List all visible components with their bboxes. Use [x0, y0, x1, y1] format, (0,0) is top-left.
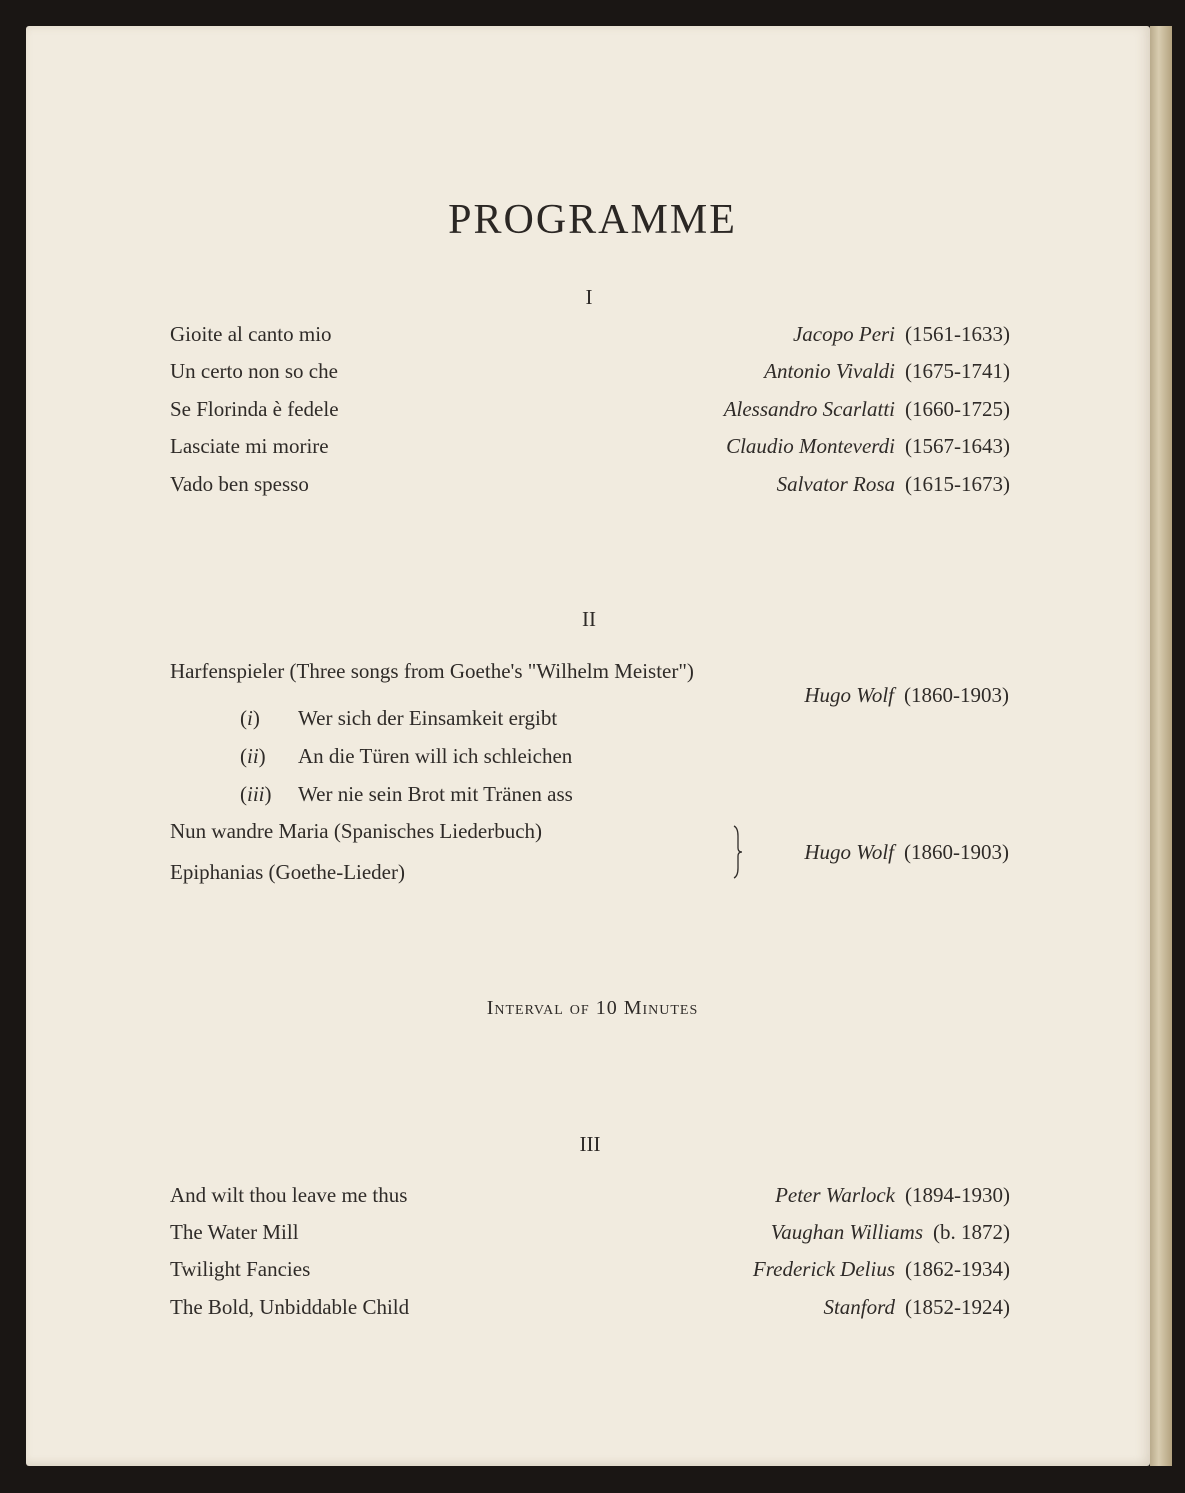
- programme-item: [170, 1220, 1010, 1250]
- section-numeral-iii: III: [579, 1132, 601, 1156]
- composer-dates: (1852-1924): [905, 1295, 1010, 1319]
- song-title: Se Florinda è fedele: [170, 397, 339, 421]
- song-cycle-title: Harfenspieler (Three songs from Goethe's "Wilhelm Meister"): [170, 659, 694, 683]
- programme-item: [170, 359, 1010, 389]
- composer-name: Alessandro Scarlatti: [723, 397, 896, 421]
- programme-item: [170, 1183, 1010, 1213]
- composer-dates: (1675-1741): [905, 359, 1010, 383]
- composer-dates: (1615-1673): [905, 472, 1010, 496]
- song-title: The Water Mill: [170, 1220, 299, 1244]
- programme-item: [170, 1257, 1010, 1287]
- song-title: Gioite al canto mio: [170, 322, 332, 346]
- composer-name: Antonio Vivaldi: [764, 359, 896, 383]
- composer-name: Vaughan Williams: [770, 1220, 923, 1244]
- sub-item: [240, 744, 572, 769]
- composer-dates: (1860-1903): [904, 683, 1009, 707]
- song-title: Nun wandre Maria (Spanisches Liederbuch): [170, 819, 543, 843]
- sub-item-title: Wer nie sein Brot mit Tränen ass: [298, 782, 573, 806]
- programme-item: [170, 322, 1010, 352]
- composer-credit: [775, 1183, 1010, 1208]
- song-title: Vado ben spesso: [170, 472, 309, 496]
- song-title: The Bold, Unbiddable Child: [170, 1295, 410, 1319]
- composer-credit: [793, 322, 1010, 347]
- sub-item-number: (i): [240, 706, 260, 730]
- composer-credit: [724, 397, 1010, 422]
- roman-numeral: iii: [247, 782, 265, 806]
- programme-item: [170, 1295, 1010, 1325]
- composer-name: Stanford: [823, 1295, 896, 1319]
- composer-dates: (1862-1934): [905, 1257, 1010, 1281]
- song-title: Un certo non so che: [170, 359, 338, 383]
- sub-item: [240, 782, 573, 807]
- composer-dates: (1894-1930): [905, 1183, 1010, 1207]
- song-title: Twilight Fancies: [170, 1257, 311, 1281]
- composer-credit: [753, 1257, 1010, 1282]
- composer-name: Peter Warlock: [775, 1183, 896, 1207]
- composer-credit: [777, 472, 1010, 497]
- composer-name: Claudio Monteverdi: [726, 434, 896, 458]
- composer-name: Frederick Delius: [752, 1257, 896, 1281]
- grouping-brace: [730, 824, 746, 880]
- sub-item-number: (iii): [240, 782, 272, 806]
- song-title: Epiphanias (Goethe-Lieder): [170, 860, 405, 884]
- song-title: And wilt thou leave me thus: [170, 1183, 408, 1207]
- composer-dates: (b. 1872): [933, 1220, 1010, 1244]
- composer-credit: [726, 434, 1010, 459]
- composer-name: Salvator Rosa: [776, 472, 896, 496]
- programme-item: [170, 472, 1010, 502]
- composer-credit: [771, 1220, 1010, 1245]
- programme-item: [170, 397, 1010, 427]
- interval-notice: Interval of 10 Minutes: [486, 997, 699, 1019]
- composer-dates: (1860-1903): [904, 840, 1009, 864]
- composer-dates: (1567-1643): [905, 434, 1010, 458]
- section-numeral-ii: II: [582, 607, 596, 631]
- composer-name: Hugo Wolf: [804, 683, 895, 707]
- composer-dates: (1561-1633): [905, 322, 1010, 346]
- programme-item: [170, 434, 1010, 464]
- sub-item-title: An die Türen will ich schleichen: [298, 744, 573, 768]
- section-numeral-i: I: [585, 285, 593, 309]
- composer-credit: [804, 683, 1009, 708]
- sub-item-number: (ii): [240, 744, 266, 768]
- composer-dates: (1660-1725): [905, 397, 1010, 421]
- composer-credit: [804, 840, 1009, 865]
- roman-numeral: ii: [247, 744, 259, 768]
- composer-name: Jacopo Peri: [792, 322, 896, 346]
- composer-credit: [764, 359, 1010, 384]
- song-title: Lasciate mi morire: [170, 434, 329, 458]
- composer-name: Hugo Wolf: [804, 840, 895, 864]
- roman-numeral: i: [247, 706, 253, 730]
- composer-credit: [823, 1295, 1010, 1320]
- page-title: PROGRAMME: [448, 197, 737, 243]
- sub-item-title: Wer sich der Einsamkeit ergibt: [298, 706, 558, 730]
- sub-item: [240, 706, 557, 731]
